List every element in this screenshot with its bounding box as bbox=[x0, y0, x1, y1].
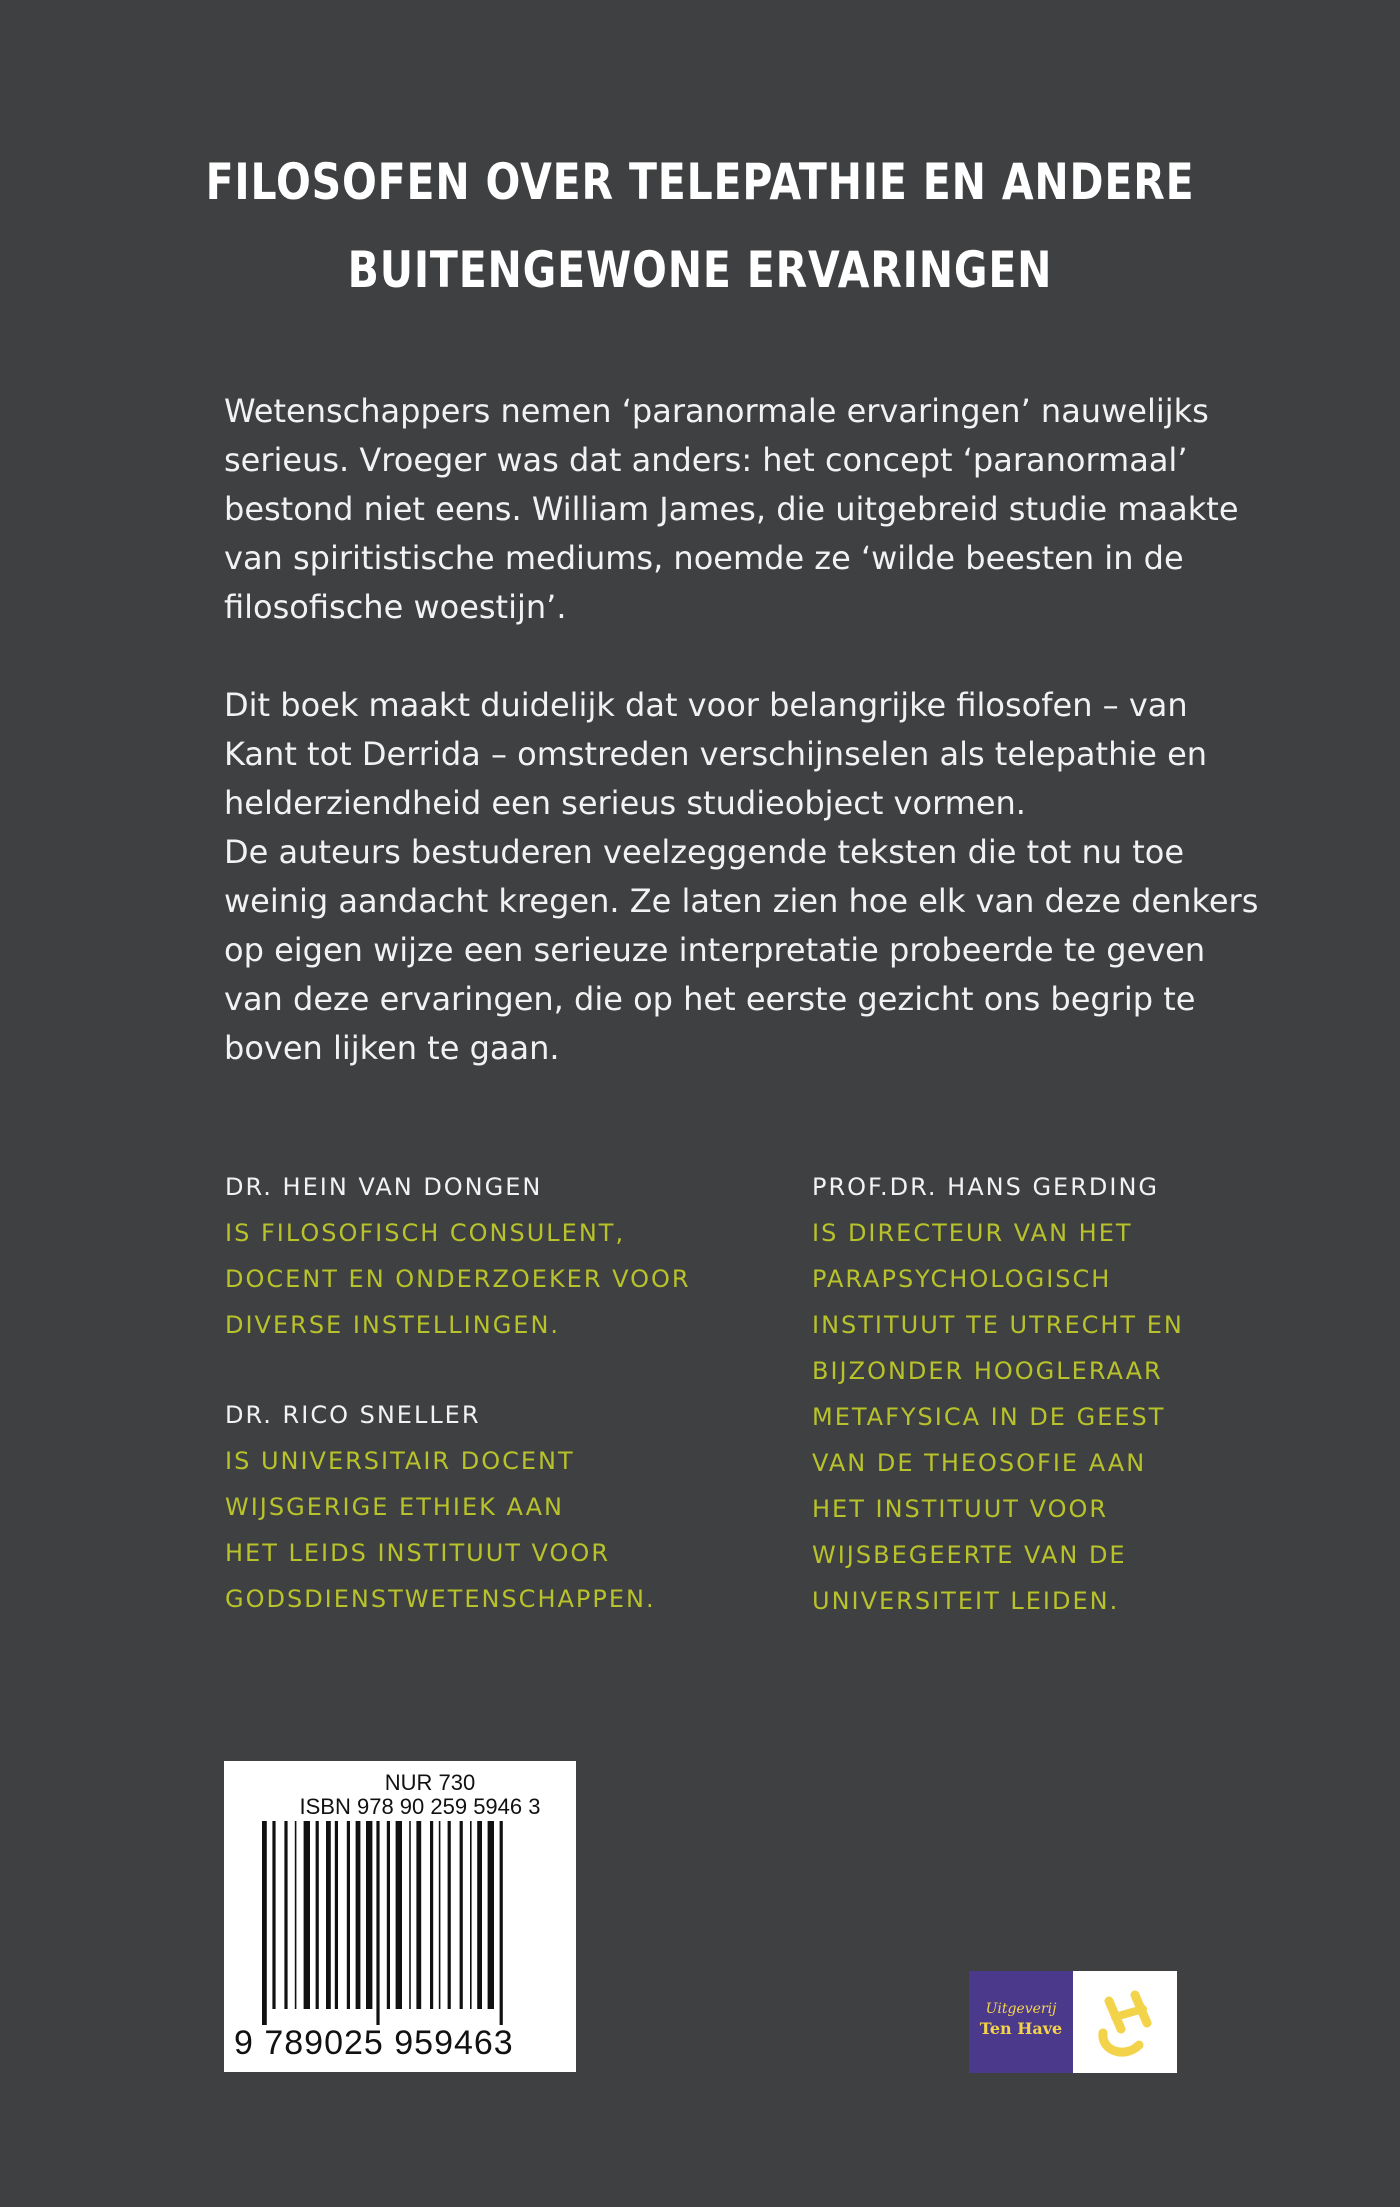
publisher-logo-text-panel bbox=[969, 1971, 1073, 2073]
ten-have-h-icon bbox=[1073, 1971, 1177, 2073]
barcode-bar bbox=[460, 1821, 463, 2009]
bio-line: DOCENT EN ONDERZOEKER VOOR bbox=[225, 1265, 691, 1293]
barcode-bar bbox=[272, 1821, 275, 2009]
barcode-bar bbox=[416, 1821, 421, 2009]
bio-line: WIJSBEGEERTE VAN DE bbox=[812, 1541, 1127, 1569]
author-name: DR. RICO SNELLER bbox=[225, 1401, 481, 1429]
barcode-bar bbox=[488, 1821, 494, 2009]
text-line: van spiritistische mediums, noemde ze ‘wilde beesten in de bbox=[224, 539, 1184, 577]
publisher-logo bbox=[969, 1971, 1177, 2073]
bio-line: VAN DE THEOSOFIE AAN bbox=[812, 1449, 1147, 1477]
text-line: Dit boek maakt duidelijk dat voor belangrijke filosofen – van bbox=[224, 686, 1188, 724]
barcode-bar bbox=[470, 1821, 472, 2009]
text-line: Kant tot Derrida – omstreden verschijnselen als telepathie en bbox=[224, 735, 1208, 773]
barcode-bar bbox=[356, 1821, 361, 2009]
nur-code: NUR 730 bbox=[384, 1770, 476, 1795]
barcode-bar bbox=[295, 1821, 297, 2009]
author-bio bbox=[225, 1210, 691, 1348]
bio-line: BIJZONDER HOOGLERAAR bbox=[812, 1357, 1163, 1385]
barcode-image bbox=[224, 1821, 576, 2025]
bio-line: HET LEIDS INSTITUUT VOOR bbox=[225, 1539, 610, 1567]
text-line: De auteurs bestuderen veelzeggende teksten die tot nu toe bbox=[224, 833, 1185, 871]
barcode-bar bbox=[448, 1821, 451, 2009]
author-hein-van-dongen bbox=[225, 1164, 691, 1348]
text-line: boven lijken te gaan. bbox=[224, 1029, 560, 1067]
barcode-bar bbox=[430, 1821, 433, 2009]
text-line: van deze ervaringen, die op het eerste gezicht ons begrip te bbox=[224, 980, 1196, 1018]
author-name: DR. HEIN VAN DONGEN bbox=[225, 1173, 543, 1201]
bio-line: PARAPSYCHOLOGISCH bbox=[812, 1265, 1112, 1293]
barcode-bar bbox=[366, 1821, 372, 2009]
barcode-digits: 9 789025 959463 bbox=[234, 2024, 514, 2062]
bio-line: IS FILOSOFISCH CONSULENT, bbox=[225, 1219, 626, 1247]
text-line: Wetenschappers nemen ‘paranormale ervaringen’ nauwelijks bbox=[224, 392, 1209, 430]
barcode-bar bbox=[376, 1821, 379, 2025]
barcode-bar bbox=[409, 1821, 411, 2009]
author-bio bbox=[812, 1210, 1184, 1624]
publisher-line-1: Uitgeverij bbox=[985, 2001, 1057, 2017]
barcode-bar bbox=[284, 1821, 287, 2009]
text-line: filosofische woestijn’. bbox=[224, 588, 567, 626]
author-name: PROF.DR. HANS GERDING bbox=[812, 1173, 1160, 1201]
barcode-bar bbox=[316, 1821, 319, 2009]
bio-line: INSTITUUT TE UTRECHT EN bbox=[812, 1311, 1184, 1339]
text-line: weinig aandacht kregen. Ze laten zien hoe elk van deze denkers bbox=[224, 882, 1259, 920]
author-rico-sneller bbox=[225, 1392, 656, 1622]
bio-line: IS UNIVERSITAIR DOCENT bbox=[225, 1447, 575, 1475]
description-paragraph-1 bbox=[224, 387, 1239, 632]
barcode-bar bbox=[347, 1821, 350, 2009]
text-line: serieus. Vroeger was dat anders: het concept ‘paranormaal’ bbox=[224, 441, 1188, 479]
book-title bbox=[126, 138, 1274, 314]
text-line: bestond niet eens. William James, die uitgebreid studie maakte bbox=[224, 490, 1239, 528]
barcode-bar bbox=[262, 1821, 267, 2025]
author-hans-gerding bbox=[812, 1164, 1184, 1624]
bio-line: UNIVERSITEIT LEIDEN. bbox=[812, 1587, 1120, 1615]
bio-line: HET INSTITUUT VOOR bbox=[812, 1495, 1109, 1523]
description-paragraph-2 bbox=[224, 681, 1259, 1073]
barcode-bar bbox=[396, 1821, 402, 2009]
barcode-bar bbox=[326, 1821, 331, 2009]
text-line: helderziendheid een serieus studieobject vormen. bbox=[224, 784, 1026, 822]
barcode-bar bbox=[387, 1821, 390, 2009]
barcode-bar bbox=[335, 1821, 338, 2009]
title-line-1: FILOSOFEN OVER TELEPATHIE EN ANDERE bbox=[205, 153, 1195, 211]
text-line: op eigen wijze een serieuze interpretatie probeerde te geven bbox=[224, 931, 1206, 969]
author-bio bbox=[225, 1438, 656, 1622]
barcode-bar bbox=[500, 1821, 503, 2025]
bio-line: IS DIRECTEUR VAN HET bbox=[812, 1219, 1133, 1247]
barcode-bar bbox=[477, 1821, 482, 2009]
publisher-logo-mark-panel bbox=[1073, 1971, 1177, 2073]
barcode-bar bbox=[304, 1821, 310, 2009]
publisher-line-2: Ten Have bbox=[979, 2019, 1063, 2038]
bio-line: METAFYSICA IN DE GEEST bbox=[812, 1403, 1166, 1431]
barcode-bar bbox=[439, 1821, 441, 2009]
bio-line: GODSDIENSTWETENSCHAPPEN. bbox=[225, 1585, 656, 1613]
isbn-number: ISBN 978 90 259 5946 3 bbox=[299, 1794, 541, 1819]
bio-line: DIVERSE INSTELLINGEN. bbox=[225, 1311, 561, 1339]
title-line-2: BUITENGEWONE ERVARINGEN bbox=[347, 241, 1053, 299]
bio-line: WIJSGERIGE ETHIEK AAN bbox=[225, 1493, 564, 1521]
barcode-label bbox=[224, 1761, 576, 2072]
